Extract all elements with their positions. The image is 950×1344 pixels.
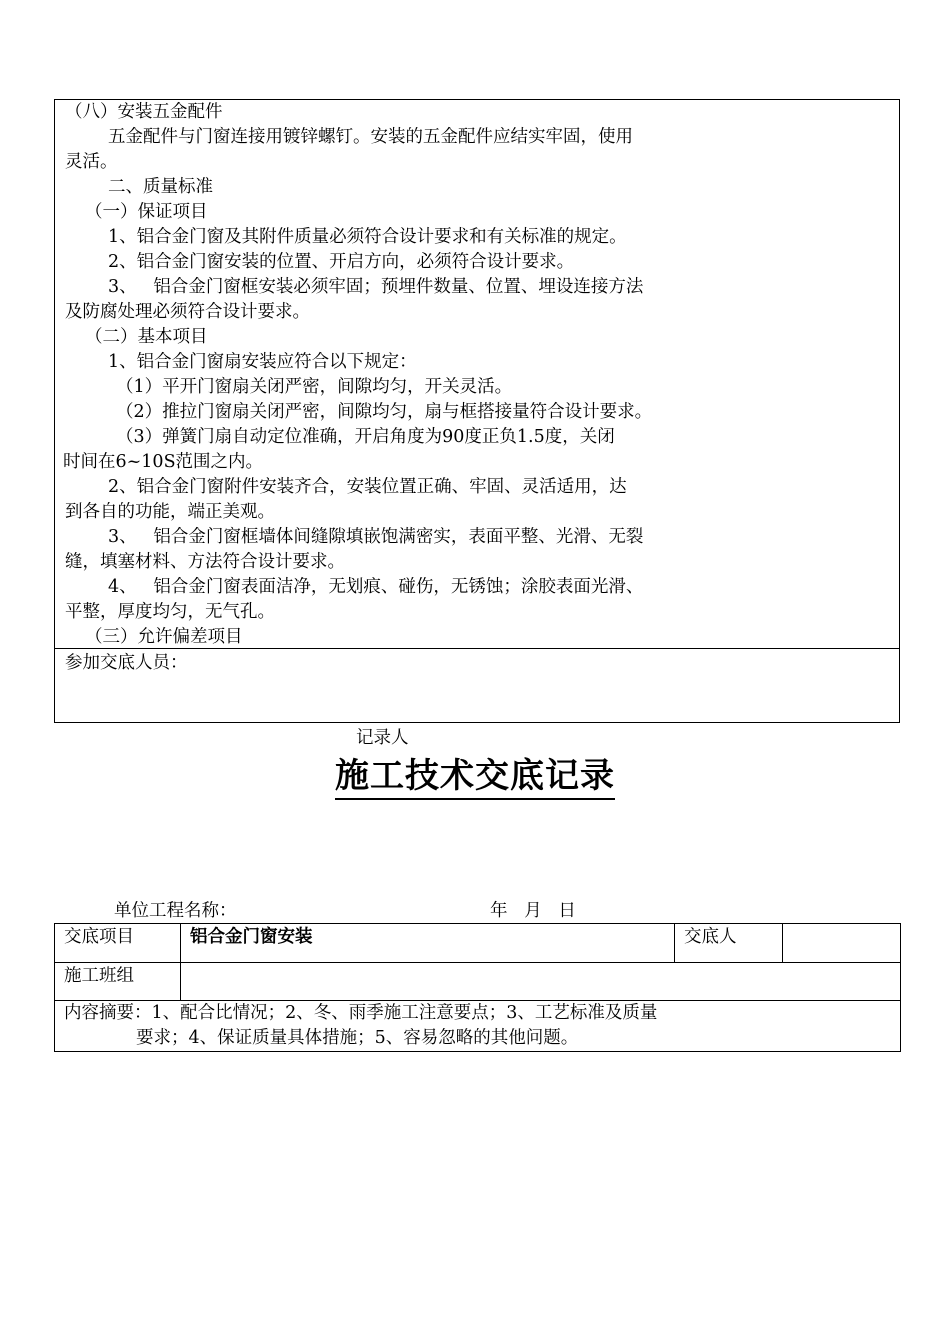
paragraph-line: 2、铝合金门窗附件安装齐合，安装位置正确、牢固、灵活适用，达 (108, 477, 627, 497)
paragraph-line: 4、 铝合金门窗表面洁净，无划痕、碰伤，无锈蚀；涂胶表面光滑、 (108, 577, 644, 597)
table-row (55, 1001, 901, 1052)
item-value-cell[interactable] (181, 924, 675, 963)
discloser-value-cell[interactable] (783, 924, 901, 963)
item-label: 交底项目 (64, 927, 134, 947)
paragraph-line: （2）推拉门窗扇关闭严密，间隙均匀，扇与框搭接量符合设计要求。 (116, 402, 653, 422)
participants-label: 参加交底人员： (65, 653, 188, 673)
paragraph-line: 灵活。 (65, 152, 118, 172)
paragraph-line: （3）弹簧门扇自动定位准确，开启角度为90度正负1.5度，关闭 (116, 427, 615, 447)
paragraph-line: 2、铝合金门窗安装的位置、开启方向，必须符合设计要求。 (108, 252, 575, 272)
subheading-allowed-deviation: （三）允许偏差项目 (85, 627, 243, 647)
team-label-cell (55, 963, 181, 1001)
paragraph-line: 3、 铝合金门窗框安装必须牢固；预埋件数量、位置、埋设连接方法 (108, 277, 644, 297)
row-divider (55, 648, 899, 649)
paragraph-line: 1、铝合金门窗及其附件质量必须符合设计要求和有关标准的规定。 (108, 227, 627, 247)
paragraph-line: 五金配件与门窗连接用镀锌螺钉。安装的五金配件应结实牢固，使用 (108, 127, 633, 147)
summary-line-1: 内容摘要：1、配合比情况；2、冬、雨季施工注意要点；3、工艺标准及质量 (64, 1003, 658, 1023)
paragraph-line: 3、 铝合金门窗框墙体间缝隙填嵌饱满密实，表面平整、光滑、无裂 (108, 527, 644, 547)
discloser-label-cell (675, 924, 783, 963)
summary-cell (55, 1001, 901, 1052)
team-value-cell[interactable] (181, 963, 901, 1001)
paragraph-line: 1、铝合金门窗扇安装应符合以下规定： (108, 352, 417, 372)
subheading-guarantee-items: （一）保证项目 (85, 202, 208, 222)
team-label: 施工班组 (64, 966, 134, 986)
paragraph-line: 缝，填塞材料、方法符合设计要求。 (65, 552, 345, 572)
discloser-label: 交底人 (684, 927, 737, 947)
item-label-cell (55, 924, 181, 963)
section-heading-hardware: （八）安装五金配件 (65, 102, 223, 122)
unit-project-label: 单位工程名称： (114, 901, 237, 921)
item-value: 铝合金门窗安装 (190, 927, 313, 947)
page-title-text: 施工技术交底记录 (335, 756, 615, 800)
table-row (55, 924, 901, 963)
page-title (0, 752, 950, 800)
paragraph-line: 平整，厚度均匀，无气孔。 (65, 602, 275, 622)
subheading-basic-items: （二）基本项目 (85, 327, 208, 347)
table-row (55, 963, 901, 1001)
paragraph-line: 到各自的功能，端正美观。 (65, 502, 275, 522)
recorder-label: 记录人 (356, 728, 409, 748)
section-heading-quality-standard: 二、质量标准 (108, 177, 213, 197)
paragraph-line: 时间在6~10S范围之内。 (63, 452, 264, 472)
paragraph-line: （1）平开门窗扇关闭严密，间隙均匀，开关灵活。 (116, 377, 513, 397)
date-label: 年 月 日 (490, 901, 576, 921)
paragraph-line: 及防腐处理必须符合设计要求。 (65, 302, 310, 322)
disclosure-form-table (54, 923, 901, 1052)
technical-disclosure-content-box (54, 99, 900, 723)
summary-line-2: 要求；4、保证质量具体措施；5、容易忽略的其他问题。 (136, 1028, 579, 1048)
